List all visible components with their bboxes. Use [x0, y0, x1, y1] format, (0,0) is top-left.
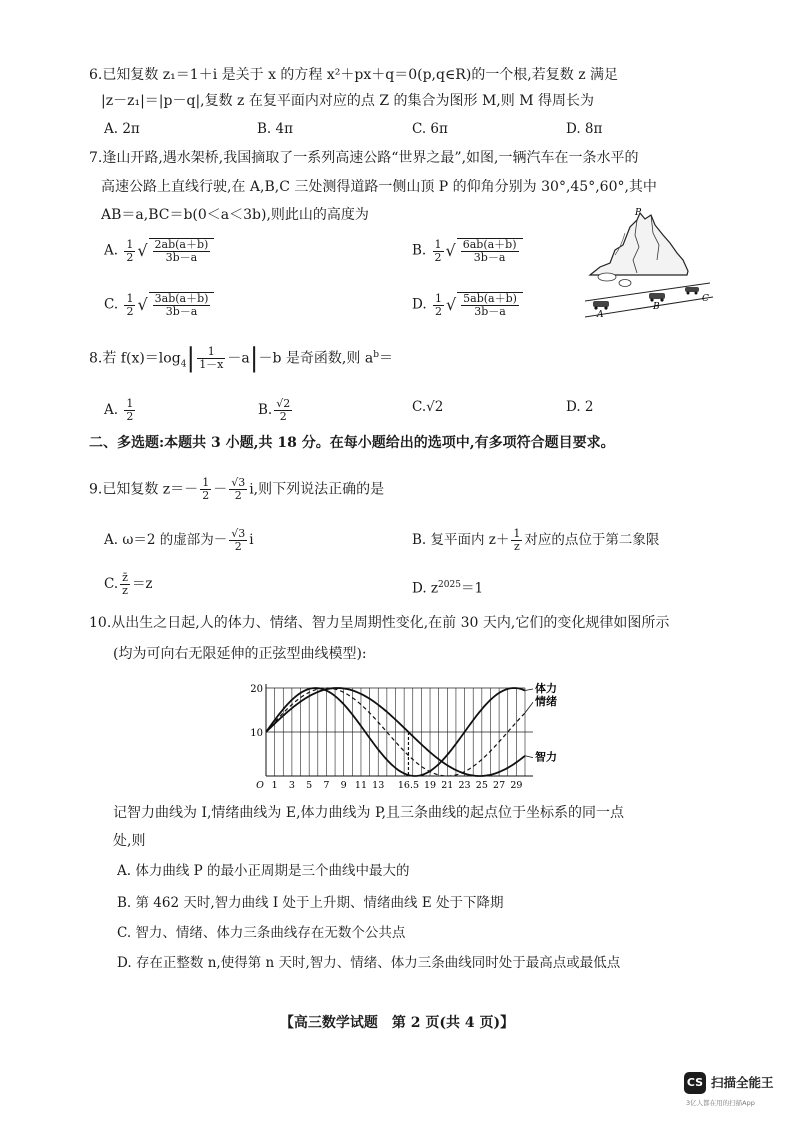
- q9-option-d: D. $z^{2025}=1$: [412, 580, 484, 597]
- x-tick-label: 16.5: [397, 780, 420, 791]
- scanner-watermark: [684, 1070, 788, 1110]
- q6-line1: 6.已知复数 z₁＝1＋i 是关于 x 的方程 x²＋px＋q＝0(p,q∈R)的一个根,若复数 z 满足: [89, 67, 619, 83]
- q9-option-c: C. $\frac{z̄}{z}$ ＝z: [104, 571, 153, 597]
- series-leader: [525, 702, 533, 713]
- rock-2: [619, 280, 631, 287]
- q10-line2: (均为可向右无限延伸的正弦型曲线模型):: [113, 646, 367, 662]
- label-c: C: [702, 294, 709, 304]
- q7-line2: 高速公路上直线行驶,在 A,B,C 三处测得道路一侧山顶 P 的仰角分别为 30°,45°,60°,其中: [101, 179, 657, 195]
- mountain-shape: [590, 213, 688, 275]
- q6-option-d: D. 8π: [566, 121, 603, 137]
- q9-option-b: B. 复平面内 z＋ $\frac{1}{z}$ 对应的点位于第二象限: [412, 527, 660, 553]
- series-label: 情绪: [535, 695, 557, 709]
- x-tick-label: 3: [288, 780, 295, 791]
- q7-line3: AB＝a,BC＝b(0＜a＜3b),则此山的高度为: [101, 207, 369, 223]
- x-tick-label: 19: [423, 780, 437, 791]
- scanner-tagline: 3亿人都在用的扫描App: [686, 1099, 755, 1107]
- rock-1: [598, 273, 616, 281]
- x-tick-label: 27: [493, 780, 506, 791]
- y-tick-label: 20: [250, 684, 263, 695]
- q7-option-d: D. $\frac{1}{2}$ √ $\frac{5ab(a+b)}{3b-a}$: [412, 292, 523, 318]
- q9-stem: 9.已知复数 z＝－ $\frac{1}{2}$ － $\frac{√3}{2}$ i,则下列说法正确的是: [89, 476, 385, 502]
- q10-line1: 10.从出生之日起,人的体力、情绪、智力呈周期性变化,在前 30 天内,它们的变化规律如图所示: [89, 615, 670, 631]
- q10-option-d: D. 存在正整数 n,使得第 n 天时,智力、情绪、体力三条曲线同时处于最高点或最低点: [117, 955, 621, 971]
- x-tick-label: 7: [323, 780, 330, 791]
- q7-option-b: B. $\frac{1}{2}$ √ $\frac{6ab(a+b)}{3b-a}$: [412, 238, 523, 264]
- x-tick-label: 1: [271, 780, 278, 791]
- series-leader: [525, 689, 533, 691]
- label-p: P: [635, 208, 642, 218]
- x-tick-label: 9: [340, 780, 347, 791]
- section2-heading: 二、多选题:本题共 3 小题,共 18 分。在每小题给出的选项中,有多项符合题目要求。: [89, 435, 615, 451]
- scanner-app-name: 扫描全能王: [711, 1075, 774, 1090]
- q10-option-b: B. 第 462 天时,智力曲线 I 处于上升期、情绪曲线 E 处于下降期: [117, 895, 504, 911]
- q7-option-c: C. $\frac{1}{2}$ √ $\frac{3ab(a+b)}{3b-a}$: [104, 292, 214, 318]
- q10-line3: 记智力曲线为 I,情绪曲线为 E,体力曲线为 P,且三条曲线的起点位于坐标系的同一点: [113, 805, 625, 821]
- series-label: 智力: [535, 750, 557, 764]
- q10-option-c: C. 智力、情绪、体力三条曲线存在无数个公共点: [117, 925, 406, 941]
- x-tick-label: 21: [441, 780, 454, 791]
- label-b: B: [653, 302, 660, 312]
- q8-option-a: A. $\frac{1}{2}$: [104, 397, 134, 423]
- biorhythm-chart: [240, 676, 585, 798]
- car-b: [649, 293, 665, 302]
- x-tick-label: 11: [354, 780, 368, 791]
- x-tick-label: 23: [458, 780, 471, 791]
- car-c: [685, 287, 699, 295]
- q10-option-a: A. 体力曲线 P 的最小正周期是三个曲线中最大的: [117, 863, 410, 879]
- x-tick-label: 13: [372, 780, 385, 791]
- mountain-highway-figure: [585, 205, 715, 320]
- series-label: 体力: [535, 682, 557, 695]
- q6-option-c: C. 6π: [412, 121, 448, 137]
- label-a: A: [597, 310, 604, 320]
- camscanner-logo-icon: CS: [684, 1072, 706, 1094]
- q6-option-a: A. 2π: [104, 121, 140, 137]
- y-tick-label: 10: [250, 728, 263, 739]
- car-a: [593, 301, 609, 310]
- x-tick-label: O: [256, 780, 264, 791]
- q6-option-b: B. 4π: [257, 121, 293, 137]
- q6-line2: |z－z₁|＝|p－q|,复数 z 在复平面内对应的点 Z 的集合为图形 M,则 M 得周长为: [101, 93, 594, 109]
- q7-line1: 7.逢山开路,遇水架桥,我国摘取了一系列高速公路“世界之最”,如图,一辆汽车在一条水平的: [89, 150, 639, 166]
- x-tick-label: 29: [510, 780, 523, 791]
- x-tick-label: 25: [475, 780, 488, 791]
- x-tick-label: 5: [306, 780, 313, 791]
- q8-stem: 8.若 $f(x)=\log_4|$ $\frac{1}{1-x}$ －a|－b 是奇函数,则 $a^b=$: [89, 343, 393, 374]
- q10-line4: 处,则: [113, 833, 146, 849]
- q8-option-d: D. 2: [566, 399, 594, 415]
- page-footer: 【高三数学试题 第 2 页(共 4 页)】: [279, 1015, 515, 1031]
- q9-option-a: A. ω＝2 的虚部为－ $\frac{√3}{2}$ i: [104, 527, 254, 553]
- q8-option-c: C.√2: [412, 399, 444, 415]
- q8-option-b: B. $\frac{√2}{2}$: [258, 397, 291, 423]
- q7-option-a: A. $\frac{1}{2}$ √ $\frac{2ab(a+b)}{3b-a}$: [104, 238, 214, 264]
- series-leader: [525, 756, 533, 758]
